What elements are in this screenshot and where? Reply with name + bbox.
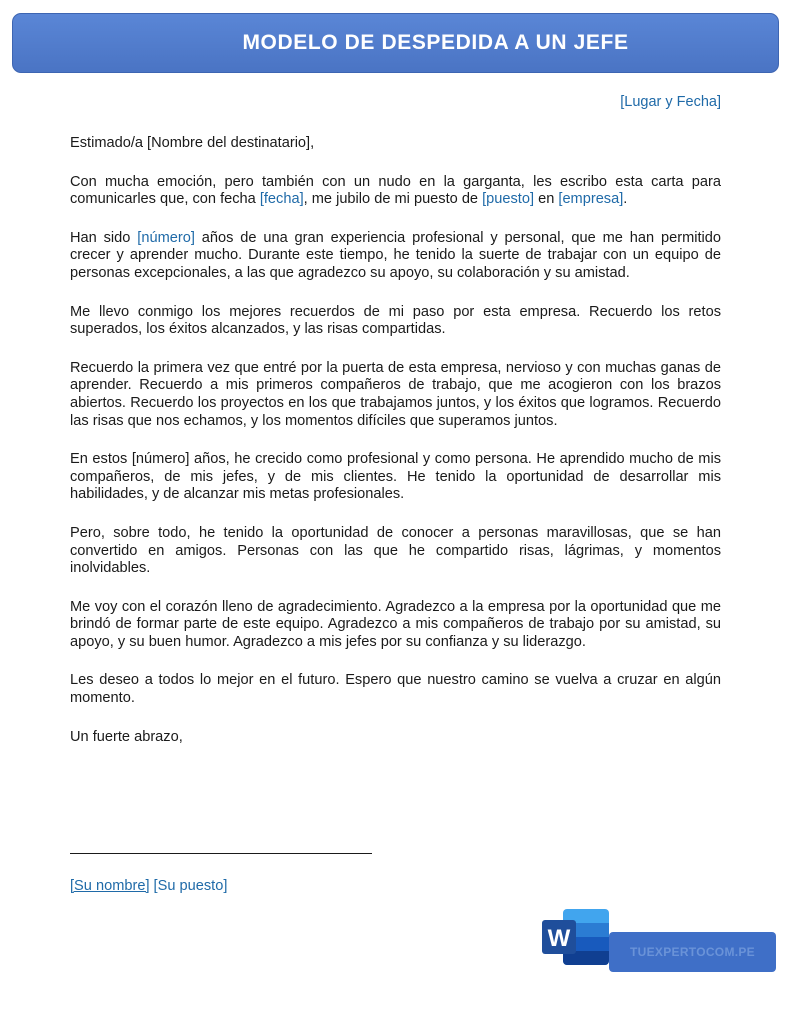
paragraph-6: Pero, sobre todo, he tenido la oportunidad de conocer a personas maravillosas, que se han convertido en amigos. Personas con las que he compartido risas, lágrimas, y momentos inolvidables. [70, 524, 721, 577]
paragraph-1: Con mucha emoción, pero también con un nudo en la garganta, les escribo esta carta para comunicarles que, con fecha [fecha], me jubilo de mi puesto de [puesto] en [empresa]. [70, 173, 721, 208]
document-title: MODELO DE DESPEDIDA A UN JEFE [242, 31, 629, 54]
paragraph-5: En estos [número] años, he crecido como profesional y como persona. He aprendido mucho de mis compañeros, de mis jefes, y de mis clientes. He tenido la oportunidad de desarrollar mis habilidades, y de alcanzar mis metas profesionales. [70, 451, 721, 503]
title-banner [12, 13, 779, 73]
paragraph-7: Me voy con el corazón lleno de agradecimiento. Agradezco a la empresa por la oportunidad que me brindó de formar parte de este equipo. Agradezco a mis compañeros de trabajo por su amistad, su apoyo, y su buen humor. Agradezco a mis jefes por su confianza y su liderazgo. [70, 598, 721, 650]
signature-block [70, 878, 227, 894]
place-date-placeholder: [Lugar y Fecha] [620, 94, 721, 110]
company-placeholder: [empresa] [558, 191, 624, 208]
letter-body [70, 135, 721, 767]
brand-badge [609, 932, 776, 972]
word-logo-icon [541, 907, 611, 967]
name-placeholder: [Su nombre] [70, 878, 150, 894]
paragraph-3: Me llevo conmigo los mejores recuerdos de mi paso por esta empresa. Recuerdo los retos superados, los éxitos alcanzados, y las risas compartidas. [70, 303, 721, 338]
years-placeholder: [número] [137, 229, 195, 246]
word-logo-letter: W [547, 925, 571, 952]
job-placeholder: [Su puesto] [149, 878, 228, 894]
date-placeholder: [fecha] [259, 191, 304, 208]
position-placeholder: [puesto] [482, 191, 535, 208]
closing: Un fuerte abrazo, [70, 728, 183, 745]
paragraph-8: Les deseo a todos lo mejor en el futuro. Espero que nuestro camino se vuelva a cruzar en algún momento. [70, 672, 721, 707]
paragraph-4: Recuerdo la primera vez que entré por la puerta de esta empresa, nervioso y con muchas ganas de aprender. Recuerdo a mis primeros compañeros de trabajo, que me acogieron con los brazos abiertos. Recuerdo los proyectos en los que trabajamos juntos, y los éxitos que logramos. Recuerdo las risas que nos echamos, y los momentos difíciles que superamos juntos. [70, 359, 721, 429]
brand-text: TUEXPERTOCOM.PE [630, 945, 755, 959]
salutation: Estimado/a [Nombre del destinatario], [70, 135, 315, 151]
paragraph-2: Han sido [número] años de una gran experiencia profesional y personal, que me han permitido crecer y aprender mucho. Durante este tiempo, he tenido la suerte de trabajar con un equipo de personas excepcionales, a las que agradezco su apoyo, su colaboración y su amistad. [70, 229, 722, 281]
signature-line [70, 853, 372, 854]
